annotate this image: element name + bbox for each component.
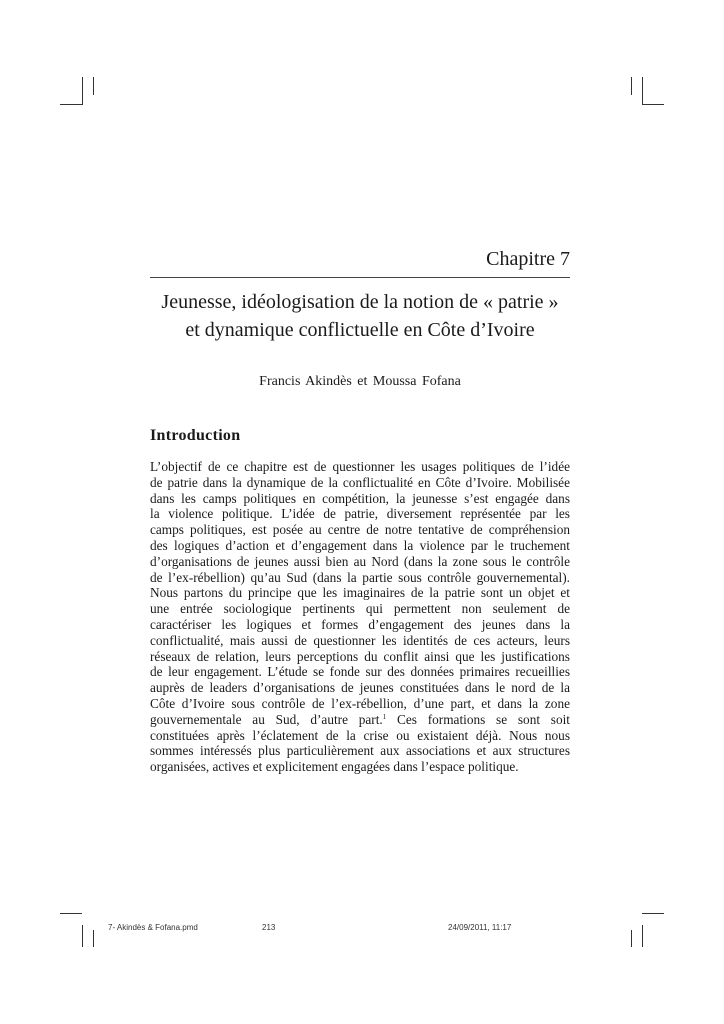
crop-mark	[82, 925, 83, 947]
intro-paragraph	[150, 459, 570, 775]
paragraph-line: conflictualité, mais aussi de questionner les identités de ces acteurs, leurs	[150, 632, 570, 648]
crop-mark	[631, 77, 632, 95]
crop-mark	[60, 104, 82, 105]
paragraph-line: camps politiques, est posée au centre de notre tentative de compréhension	[150, 522, 570, 538]
paragraph-line-text: Ces formations se sont soit	[386, 711, 570, 727]
crop-mark	[60, 913, 82, 914]
paragraph-line: la violence politique. L’idée de patrie, diversement représentée par les	[150, 506, 570, 522]
crop-mark	[82, 77, 83, 105]
paragraph-line-with-footnote	[150, 712, 570, 728]
authors: Francis Akindès et Moussa Fofana	[259, 374, 461, 389]
paragraph-line: de leur engagement. L’étude se fonde sur des données primaires recueillies	[150, 664, 570, 680]
crop-mark	[642, 77, 643, 105]
footnote-marker[interactable]: 1	[382, 712, 387, 721]
chapter-title	[150, 288, 570, 344]
crop-mark	[93, 77, 94, 95]
chapter-label: Chapitre 7	[486, 248, 570, 270]
paragraph-line: dans les camps politiques en compétition, la jeunesse s’est engagée dans	[150, 490, 570, 506]
paragraph-line: Nous partons du principe que les imaginaires de la patrie sont un objet et	[150, 585, 570, 601]
section-heading: Introduction	[150, 427, 241, 444]
paragraph-line: une entrée sociologique pertinents qui permettent non seulement de	[150, 601, 570, 617]
crop-mark	[642, 104, 664, 105]
paragraph-line: L’objectif de ce chapitre est de questionner les usages politiques de l’idée	[150, 459, 570, 474]
title-line: et dynamique conflictuelle en Côte d’Ivoire	[185, 319, 535, 341]
crop-mark	[631, 930, 632, 947]
paragraph-line-text: gouvernementale au Sud, d’autre part.	[150, 711, 383, 727]
paragraph-line: constituées après l’éclatement de la crise ou existaient déjà. Nous nous	[150, 727, 570, 743]
footer-page-number: 213	[262, 923, 276, 932]
paragraph-line: auprès de leaders d’organisations de jeunes constituées dans le nord de la	[150, 680, 570, 696]
paragraph-line: sommes intéressés plus particulièrement aux associations et aux structures	[150, 743, 570, 759]
title-line: Jeunesse, idéologisation de la notion de « patrie »	[161, 291, 559, 313]
paragraph-line: de patrie dans la dynamique de la conflictualité en Côte d’Ivoire. Mobilisée	[150, 474, 570, 490]
paragraph-line: réseaux de relation, leurs perceptions du conflit ainsi que les justifications	[150, 648, 570, 664]
title-rule	[150, 277, 570, 278]
crop-mark	[93, 930, 94, 947]
paragraph-line: de l’ex-rébellion) qu’au Sud (dans la partie sous contrôle gouvernemental).	[150, 569, 570, 585]
paragraph-line: caractériser les logiques et formes d’engagement des jeunes dans la	[150, 616, 570, 632]
paragraph-line: Côte d’Ivoire sous contrôle de l’ex-rébellion, d’une part, et dans la zone	[150, 695, 570, 711]
footer-filename: 7- Akindès & Fofana.pmd	[108, 923, 198, 932]
paragraph-line: d’organisations de jeunes aussi bien au Nord (dans la zone sous le contrôle	[150, 553, 570, 569]
footer-datetime: 24/09/2011, 11:17	[448, 923, 512, 932]
crop-mark	[642, 925, 643, 947]
paragraph-line: des logiques d’action et d’engagement dans la violence par le truchement	[150, 537, 570, 553]
paragraph-line: organisées, actives et explicitement engagées dans l’espace politique.	[150, 759, 519, 775]
crop-mark	[642, 913, 664, 914]
